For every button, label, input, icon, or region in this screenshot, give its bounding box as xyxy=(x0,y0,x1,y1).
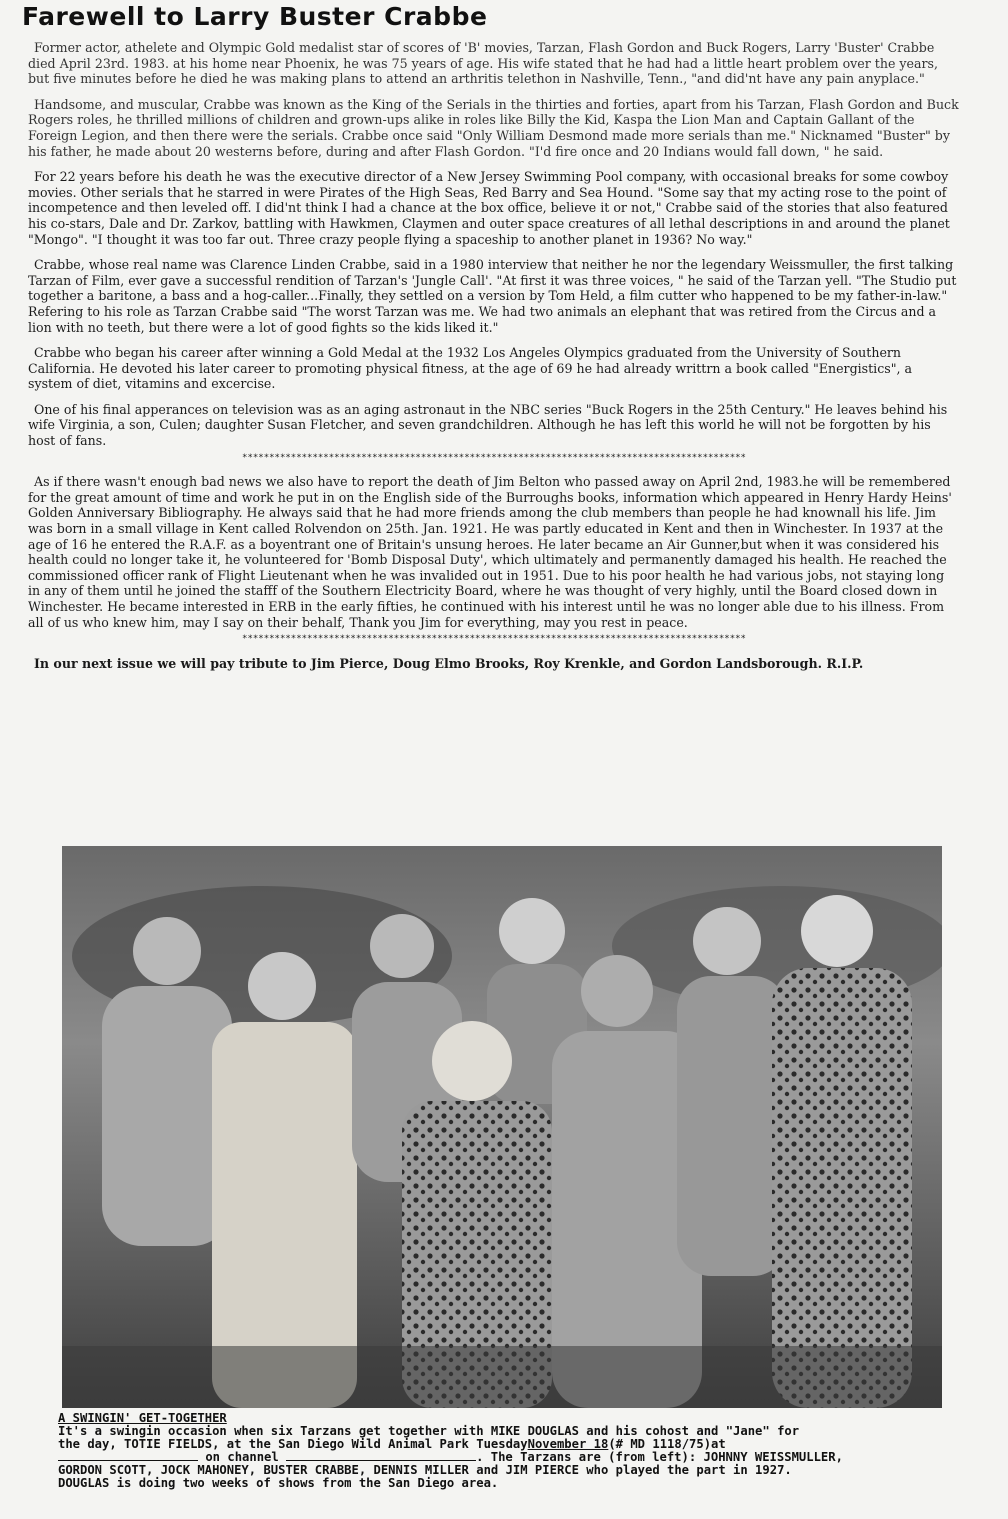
paragraph-6: One of his final apperances on television was as an aging astronaut in the NBC series "Buck Rogers in the 25th Century." He leaves behind his wife Virginia, a son, Culen; daughter Susan Fletcher, and seven grandchildren. Although he has left this world he will not be forgotten by his host of fans. xyxy=(28,401,948,449)
caption-line-3-end: . The Tarzans are (from left): JOHNNY WEISSMULLER, xyxy=(476,1450,843,1465)
caption-title: A SWINGIN' GET-TOGETHER xyxy=(58,1411,227,1425)
paragraph-1: Former actor, athelete and Olympic Gold medalist star of scores of 'B' movies, Tarzan, Flash Gordon and Buck Rogers, Larry 'Buster' Crabbe died April 23rd. 1983. at his home near Phoenix, he was 75 years of age. His wife stated that he had had a little heart problem over the years, but five minutes before he died he was making plans to attend an arthritis telethon in Nashville, Tenn., "and did'nt have any pain anyplace." xyxy=(28,40,938,87)
caption-line-1: It's a swingin occasion when six Tarzans get together with MIKE DOUGLAS and his cohost and "Jane" for xyxy=(58,1423,800,1438)
caption-blank-1 xyxy=(58,1450,198,1461)
caption-line-2-start: the day, TOTIE FIELDS, at the San Diego Wild Animal Park Tuesday xyxy=(58,1436,528,1451)
caption-line-2 xyxy=(58,1438,958,1451)
caption-date: November 18 xyxy=(527,1436,609,1451)
belton-paragraph: As if there wasn't enough bad news we also have to report the death of Jim Belton who passed away on April 2nd, 1983.he will be remembered for the great amount of time and work he put in on the English side of the Burroughs books, information which appeared in Henry Hardy Heins' Golden Anniversary Bibliography. He always said that he had more friends among the club members than people he had knownall his life. Jim was born in a small village in Kent called Rolvendon on 25th. Jan. 1921. He was partly educated in Kent and then in Winchester. In 1937 at the age of 16 he entered the R.A.F. as a boyentrant one of Britain's unsung heroes. He later became an Air Gunner,but when it was considered his health could no longer take it, he volunteered for 'Bomb Disposal Duty', which ultimately and permanently damaged his health. He reached the commissioned officer rank of Flight Lieutenant when he was invalided out in 1951. Due to his poor health he had various jobs, not staying long in any of them until he joined the stafff of the Southern Electricity Board, where he was thought of very highly, until the Board closed down in Winchester. He became interested in ERB in the early fifties, he continued with his interest until he was no longer able due to his illness. From all of us who knew him, may I say on their behalf, Thank you Jim for everything, may you rest in peace. xyxy=(28,474,952,630)
separator-stars-1: ********************************************************************************************* xyxy=(242,452,746,463)
paragraph-2: Handsome, and muscular, Crabbe was known as the King of the Serials in the thirties and forties, apart from his Tarzan, Flash Gordon and Buck Rogers roles, he thrilled millions of children and grown-ups alike in roles like Billy the Kid, Kaspa the Lion Man and Captain Gallant of the Foreign Legion, and then there were the serials. Crabbe once said "Only William Desmond made more serials than me." Nicknamed "Buster" by his father, he made about 20 westerns before, during and after Flash Gordon. "I'd fire once and 20 Indians would fall down, " he said. xyxy=(28,96,959,159)
separator-stars-2: ********************************************************************************************* xyxy=(242,634,746,645)
caption-line-3 xyxy=(58,1450,958,1464)
caption-blank-2 xyxy=(286,1450,476,1461)
caption-channel-label: on channel xyxy=(205,1450,279,1465)
paragraph-5: Crabbe who began his career after winning a Gold Medal at the 1932 Los Angeles Olympics graduated from the University of Southern California. He devoted his later career to promoting physical fitness, at the age of 69 he had already writtrn a book called "Energistics", a system of diet, vitamins and excercise. xyxy=(28,345,913,392)
paragraph-4: Crabbe, whose real name was Clarence Linden Crabbe, said in a 1980 interview that neither he nor the legendary Weissmuller, the first talking Tarzan of Film, ever gave a successful rendition of Tarzan's 'Jungle Call'. "At first it was three voices, " he said of the Tarzan yell. "The Studio put together a baritone, a bass and a hog-caller...Finally, they settled on a version by Tom Held, a film cutter who happened to be my father-in-law." Refering to his role as Tarzan Crabbe said "The worst Tarzan was me. We had two animals an elephant that was retired from the Circus and a lion with no teeth, but there were a lot of good fights so the kids liked it." xyxy=(28,257,957,335)
article-title: Farewell to Larry Buster Crabbe xyxy=(22,2,488,31)
caption-line-4: GORDON SCOTT, JOCK MAHONEY, BUSTER CRABBE, DENNIS MILLER and JIM PIERCE who played the part in 1927. xyxy=(58,1463,792,1478)
article-body xyxy=(28,40,960,681)
caption-line-2-end: (# MD 1118/75)at xyxy=(608,1436,726,1451)
paragraph-3: For 22 years before his death he was the executive director of a New Jersey Swimming Pool company, with occasional breaks for some cowboy movies. Other serials that he starred in were Pirates of the High Seas, Red Barry and Sea Hound. "Some say that my acting rose to the point of incompetence and then leveled off. I did'nt think I had a chance at the box office, believe it or not," Crabbe said of the stories that also featured his co-stars, Dale and Dr. Zarkov, battling with Hawkmen, Claymen and outer space creatures of all lethal descriptions in and around the planet "Mongo". "I thought it was too far out. Three crazy people flying a spaceship to another planet in 1936? No way." xyxy=(28,169,950,247)
group-photo xyxy=(62,846,942,1408)
photo-caption xyxy=(58,1412,958,1490)
tribute-line: In our next issue we will pay tribute to Jim Pierce, Doug Elmo Brooks, Roy Krenkle, and Gordon Landsborough. R.I.P. xyxy=(34,655,864,671)
caption-line-5: DOUGLAS is doing two weeks of shows from the San Diego area. xyxy=(58,1475,499,1490)
group-photo-icon xyxy=(62,846,942,1408)
